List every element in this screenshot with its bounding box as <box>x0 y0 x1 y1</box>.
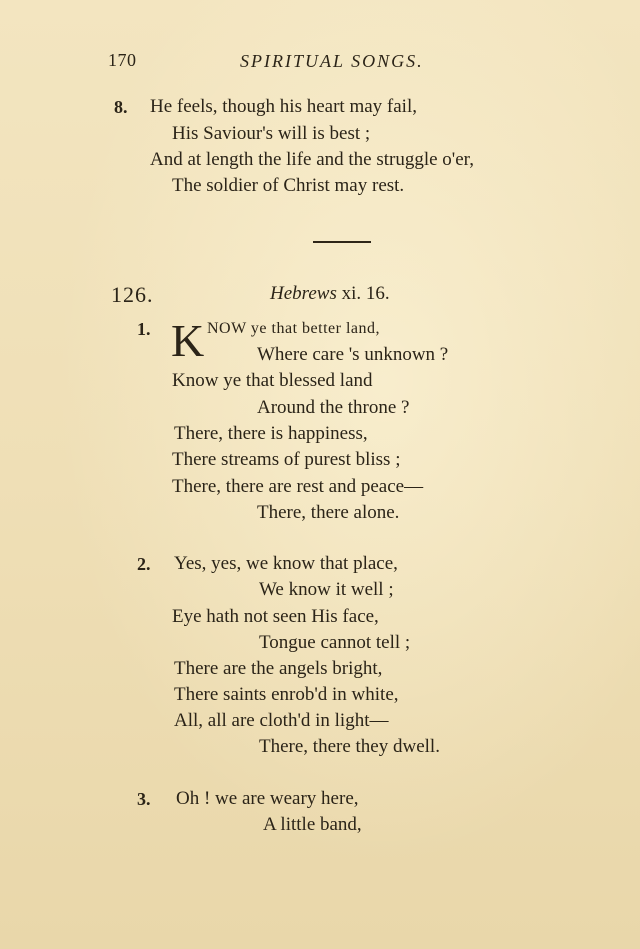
verse-line: He feels, though his heart may fail, <box>150 96 417 117</box>
verse-number: 8. <box>114 97 128 117</box>
reference-chapter: xi. 16. <box>341 283 390 304</box>
page-number: 170 <box>108 50 137 70</box>
section-divider <box>313 241 371 243</box>
verse-line: NOW ye that better land, <box>207 320 380 337</box>
running-title: SPIRITUAL SONGS. <box>240 51 424 71</box>
verse-number: 1. <box>137 319 151 339</box>
verse-line: All, all are cloth'd in light— <box>174 710 389 731</box>
verse-line: His Saviour's will is best ; <box>172 123 371 144</box>
verse-line: Know ye that blessed land <box>172 370 373 391</box>
verse-line: And at length the life and the struggle o'er, <box>150 149 474 170</box>
verse-line: We know it well ; <box>259 579 394 600</box>
verse-number: 3. <box>137 789 151 809</box>
verse-line: There, there alone. <box>257 502 400 523</box>
hymn-number: 126. <box>111 282 154 307</box>
verse-line: Oh ! we are weary here, <box>176 788 359 809</box>
verse-line: Eye hath not seen His face, <box>172 606 379 627</box>
verse-line: There, there is happiness, <box>174 423 368 444</box>
verse-line: There streams of purest bliss ; <box>172 449 401 470</box>
reference-book: Hebrews <box>270 283 337 304</box>
verse-line: Tongue cannot tell ; <box>259 632 411 653</box>
verse-line: A little band, <box>263 814 362 835</box>
verse-line: There saints enrob'd in white, <box>174 684 399 705</box>
verse-line: Around the throne ? <box>257 397 410 418</box>
verse-line: There are the angels bright, <box>174 658 383 679</box>
verse-line: Yes, yes, we know that place, <box>174 553 398 574</box>
verse-line: Where care 's unknown ? <box>257 344 449 365</box>
scripture-reference <box>270 283 390 305</box>
verse-line: The soldier of Christ may rest. <box>172 175 405 196</box>
verse-line: There, there they dwell. <box>259 736 440 757</box>
drop-cap: K <box>171 315 205 366</box>
verse-line: There, there are rest and peace— <box>172 476 424 497</box>
verse-number: 2. <box>137 554 151 574</box>
